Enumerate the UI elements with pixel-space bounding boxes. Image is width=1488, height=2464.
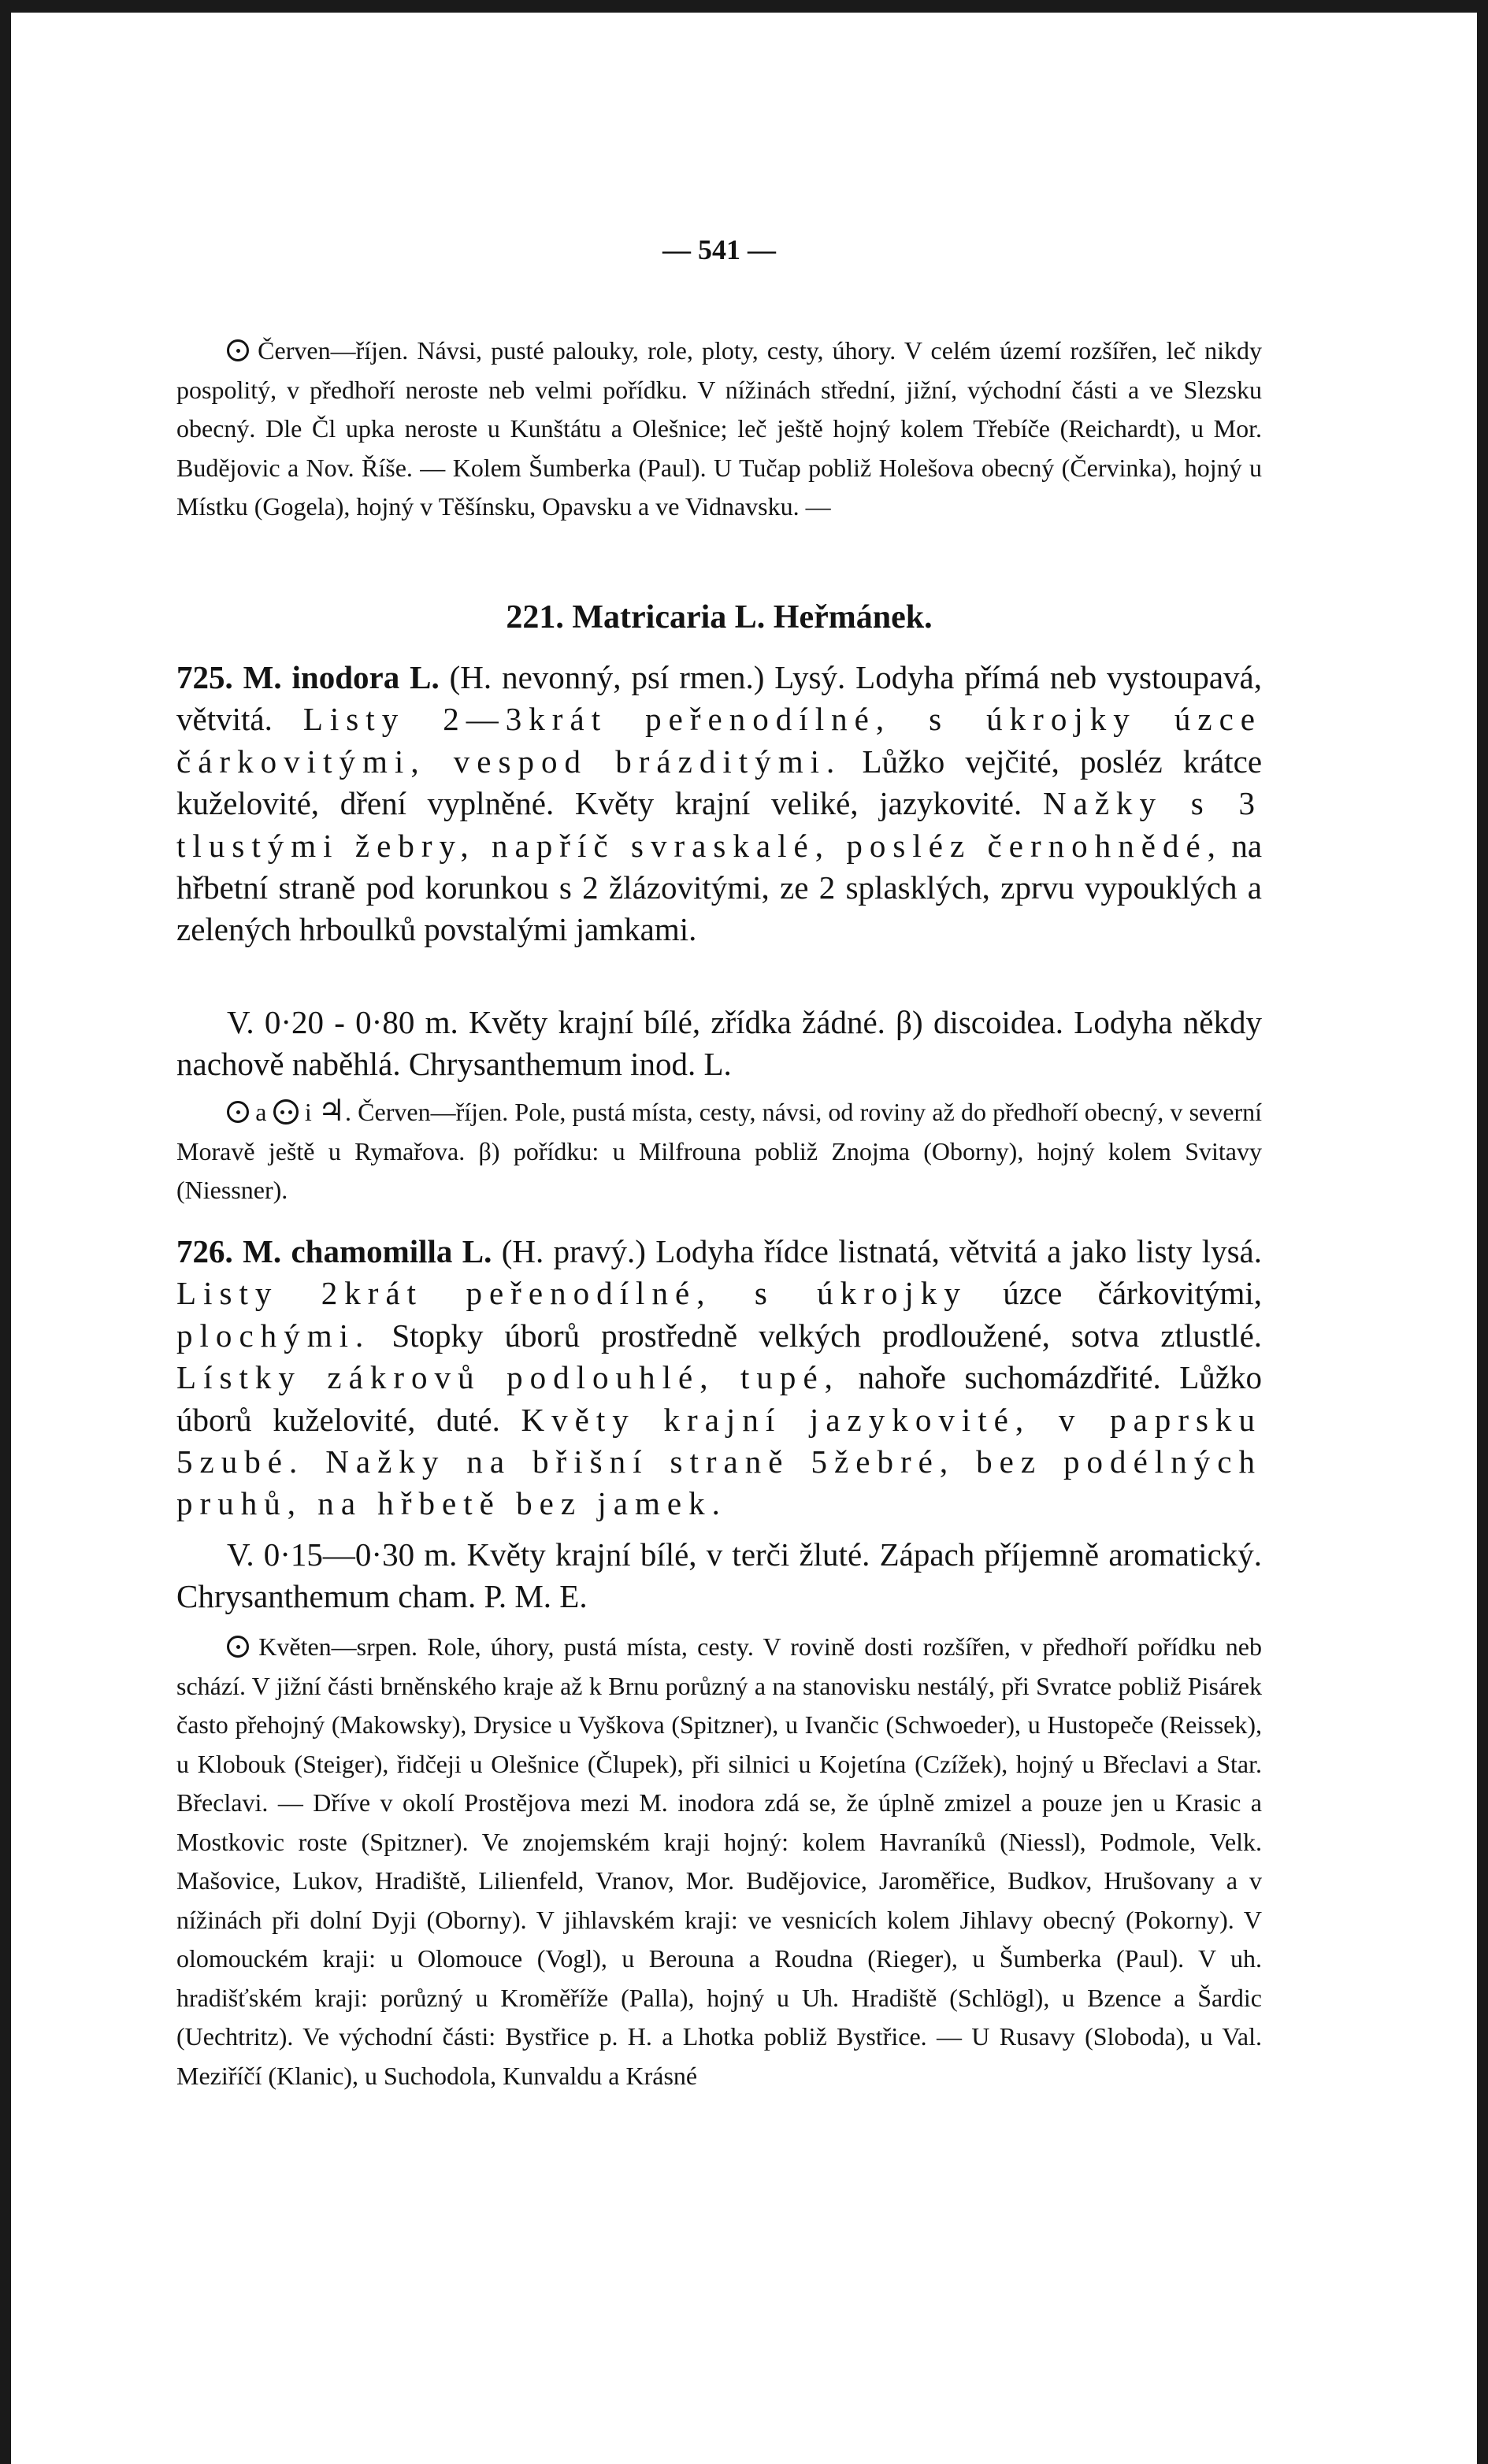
annual-symbol-icon	[227, 339, 249, 361]
species-726-spaced-1: Listy 2krát peřenodílné, s úkrojky	[176, 1275, 967, 1312]
species-726-text-2: úzce čárkovitými,	[1003, 1275, 1263, 1312]
species-725-name: 725. M. inodora L.	[176, 659, 440, 695]
perennial-symbol-icon: ♃	[317, 1095, 345, 1128]
intro-text: Červen—říjen. Návsi, pusté palouky, role, ploty, cesty, úhory. V celém území rozšířen, leč nikdy pospolitý, v předhoří neroste neb velmi pořídku. V nížinách střední, jižní, východní části a ve Slezsku obecný. Dle Čl upka neroste u Kunštátu a Olešnice; leč ještě hojný kolem Třebíče (Reichardt), u Mor. Budějovic a Nov. Říše. — Kolem Šumberka (Paul). U Tučap pobliž Holešova obecný (Červinka), hojný u Místku (Gogela), hojný v Těšínsku, Opavsku a ve Vidnavsku. —	[176, 336, 1263, 521]
species-726-measure: V. 0·15—0·30 m. Květy krajní bílé, v terči žluté. Zápach příjemně aromatický. Chrysanthemum cham. P. M. E.	[176, 1536, 1262, 1615]
species-726-text-4: nahoře suchomázdřité. Lůžko úborů kuželovité, duté.	[176, 1359, 1262, 1438]
species-726-distribution-text: Květen—srpen. Role, úhory, pustá místa, cesty. V rovině dosti rozšířen, v předhoří pořídku neb schází. V jižní části brněnského kraje až k Brnu porůzný a na stanovisku nestálý, při Svratce pobliž Pisárek často přehojný (Makowsky), Drysice u Vyškova (Spitzner), u Ivančic (Schwoeder), u Hustopeče (Reissek), u Klobouk (Steiger), řidčeji u Olešnice (Člupek), při silnici u Kojetína (Czížek), hojný u Břeclavi a Star. Břeclavi. — Dříve v okolí Prostějova mezi M. inodora zdá se, že úplně zmizel a pouze jen u Krasic a Mostkovic roste (Spitzner). Ve znojemském kraji hojný: kolem Havraníků (Niessl), Podmole, Velk. Mašovice, Lukov, Hradiště, Lilienfeld, Vranov, Mor. Budějovice, Jaroměřice, Budkov, Hrušovany a v nížinách při dolní Dyji (Oborny). V jihlavském kraji: ve vesnicích kolem Jihlavy obecný (Pokorny). V olomouckém kraji: u Olomouce (Vogl), u Berouna a Roudna (Rieger), u Šumberka (Paul). V uh. hradišťském kraji: porůzný u Kroměříže (Palla), hojný u Uh. Hradiště (Schlögl), u Bzence a Šardic (Uechtritz). Ve východní části: Bystřice p. H. a Lhotka pobliž Bystřice. — U Rusavy (Sloboda), u Val. Meziříčí (Klanic), u Suchodola, Kunvaldu a Krásné	[176, 1632, 1263, 2090]
species-725-text-3: na hřbetní straně pod korunkou s 2 žlázovitými, ze 2 splasklých, zprvu vypouklých a zelených hrboulků povstalými jamkami.	[176, 827, 1263, 948]
species-726-description	[176, 1231, 1262, 1525]
annual-symbol-icon	[227, 1101, 249, 1123]
species-725-text-2: Lůžko vejčité, posléz krátce kuželovité, dření vyplněné. Květy krajní veliké, jazykovité.	[176, 743, 1263, 822]
dist-i: i	[304, 1098, 312, 1126]
species-726-spaced-3: Lístky zákrovů podlouhlé, tupé,	[176, 1359, 840, 1396]
species-725-spaced-2: Nažky s 3 tlustými žebry, napříč svraskalé, posléz černohnědé,	[176, 785, 1263, 864]
species-725-distribution	[176, 1092, 1262, 1210]
species-725-text-1: (H. nevonný, psí rmen.) Lysý. Lodyha přímá neb vystoupavá, větvitá.	[176, 659, 1262, 738]
species-725-distribution-text: . Červen—říjen. Pole, pustá místa, cesty, návsi, od roviny až do předhoří obecný, v severní Moravě ještě u Rymařova. β) pořídku: u Milfrouna pobliž Znojma (Oborny), hojný kolem Svitavy (Niessner).	[176, 1098, 1263, 1204]
species-725-spaced-1: Listy 2—3krát peřenodílné, s úkrojky úzce čárkovitými, vespod brázditými.	[176, 701, 1263, 780]
species-726-name: 726. M. chamomilla L.	[176, 1233, 492, 1269]
species-726-text-1: (H. pravý.) Lodyha řídce listnatá, větvitá a jako listy lysá.	[501, 1233, 1262, 1269]
species-726-distribution	[176, 1628, 1262, 2095]
genus-heading: 221. Matricaria L. Heřmánek.	[506, 599, 933, 635]
intro-paragraph	[176, 332, 1262, 527]
species-725-measure: V. 0·20 - 0·80 m. Květy krajní bílé, zřídka žádné. β) discoidea. Lodyha někdy nachově naběhlá. Chrysanthemum inod. L.	[176, 1004, 1262, 1083]
species-726-spaced-2: plochými.	[176, 1317, 371, 1354]
species-726-spaced-4: Květy krajní jazykovité, v paprsku 5zubé. Nažky na břišní straně 5žebré, bez podélných pruhů, na hřbetě bez jamek.	[176, 1401, 1263, 1522]
dist-a: a	[255, 1098, 267, 1126]
page-number: — 541 —	[662, 234, 776, 265]
species-726-text-3: Stopky úborů prostředně velkých prodloužené, sotva ztlustlé.	[391, 1317, 1263, 1354]
biennial-symbol-icon	[273, 1099, 299, 1125]
annual-symbol-icon	[227, 1636, 249, 1658]
species-725-description	[176, 657, 1262, 951]
